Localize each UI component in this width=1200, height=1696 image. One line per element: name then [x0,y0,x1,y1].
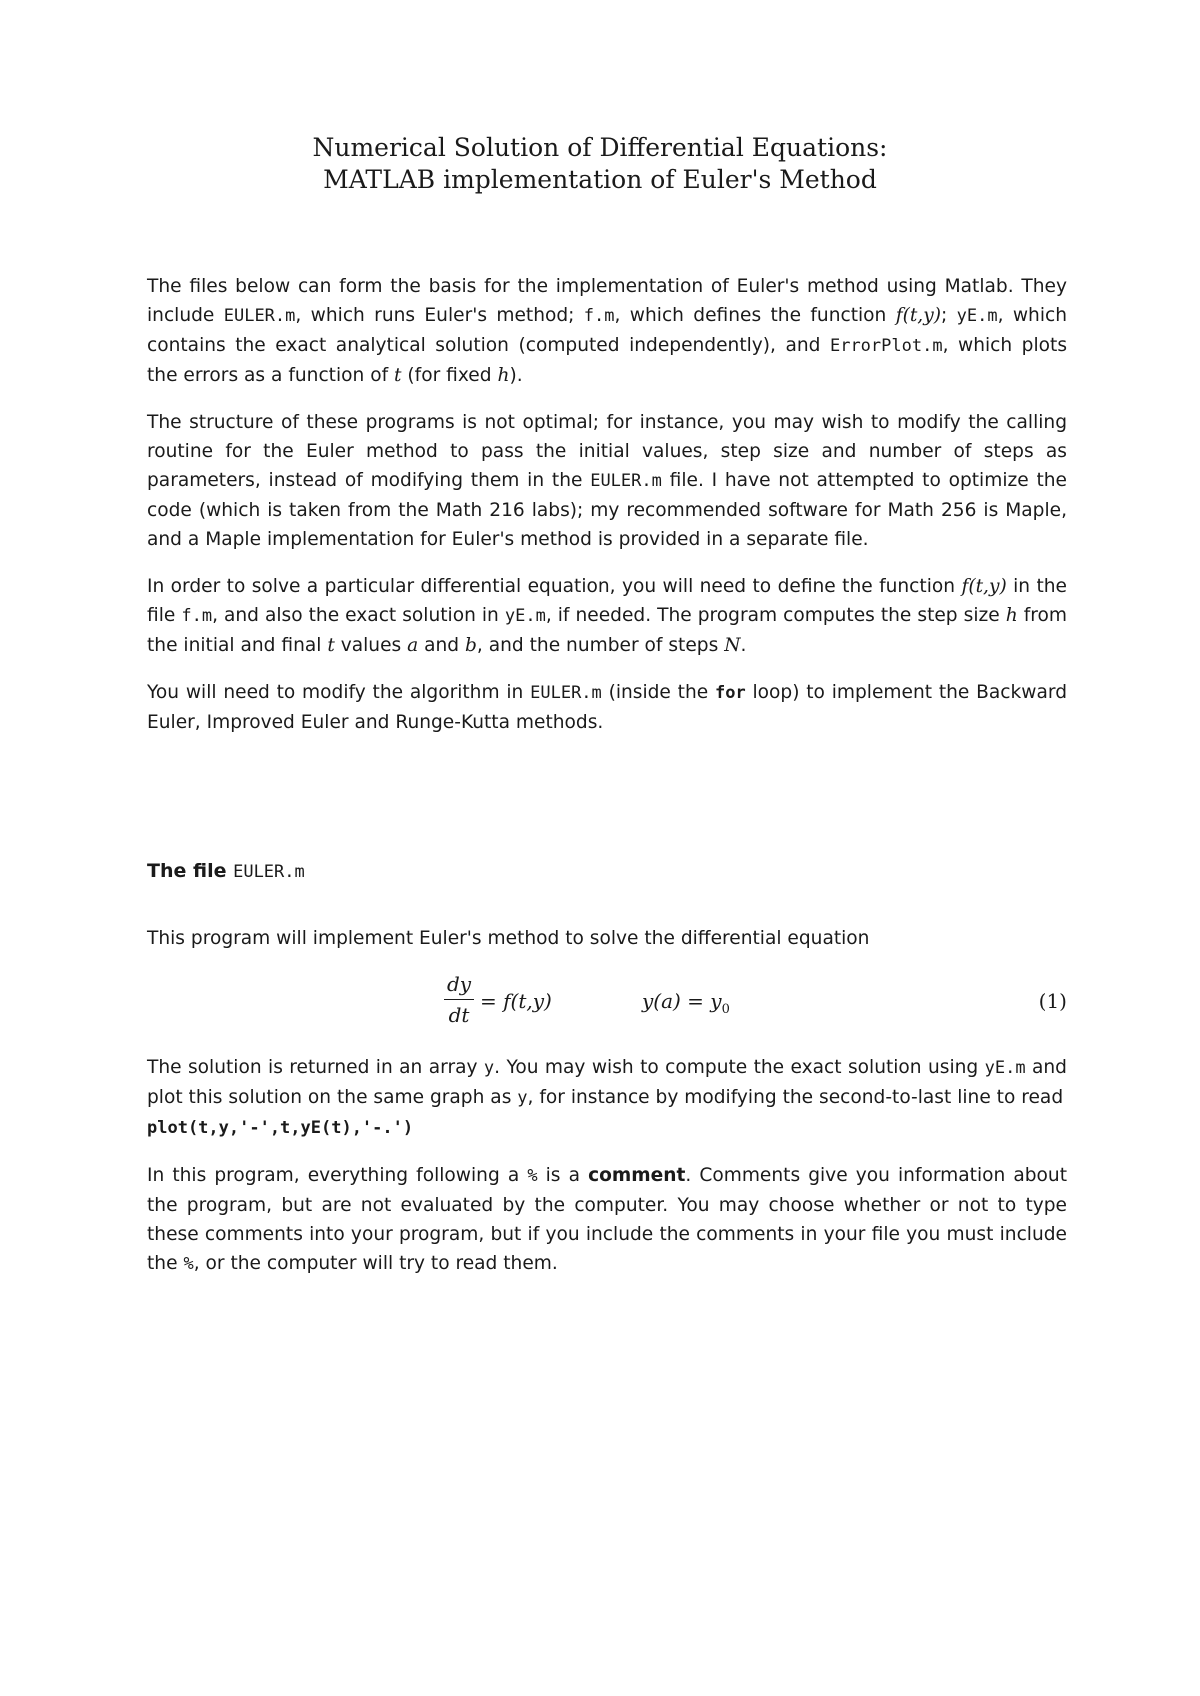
bold-comment: comment [588,1165,686,1186]
text: and [418,635,466,656]
keyword-for: for [714,683,746,703]
text: , if needed. The program computes the step size [545,605,1006,626]
text: loop) to implement the Backward Euler, Improved Euler and Runge-Kutta methods. [147,682,1068,733]
paragraph-define-function [147,572,1067,660]
text: . You may wish to compute the exact solution using [494,1057,985,1078]
text: , which plots the errors as a function of [147,335,1068,386]
paragraph-program-intro: This program will implement Euler's method to solve the differential equation [147,928,870,949]
math-b: b [465,635,477,656]
text: ; [940,305,957,326]
filename-errorplot: ErrorPlot.m [829,336,943,356]
text: The solution is returned in an array [147,1057,484,1078]
paragraph-solution-array [147,1053,1067,1143]
section-filename: EULER.m [233,862,305,882]
filename-euler: EULER.m [530,683,602,703]
text: values [334,635,408,656]
paragraph-modify-algorithm [147,678,1067,737]
text: You will need to modify the algorithm in [147,682,531,703]
filename-euler: EULER.m [223,306,296,326]
filename-ye: yE.m [984,1058,1026,1078]
math-f-t-y: f(t,y) [895,305,941,326]
section-label: The file [147,860,234,882]
equation-rhs: = f(t,y) [480,989,552,1013]
section-heading [147,860,305,882]
text: and plot this solution on the same graph as [147,1057,1067,1108]
text: The files below can form the basis for the implementation of Euler's method using Matlab. They include [147,276,1067,326]
filename-euler: EULER.m [590,471,662,491]
text: in the file [147,576,1067,626]
equation-number: (1) [1038,989,1067,1013]
section-body [147,924,1067,1297]
math-h: h [1005,605,1018,626]
text: , and the number of steps [476,635,725,656]
intro-body [147,272,1067,755]
text: , and also the exact solution in [212,605,505,626]
math-f-t-y: f(t,y) [961,576,1007,597]
paragraph-structure [147,408,1067,554]
text: file. I have not attempted to optimize the code (which is taken from the Math 216 labs); my recommended software for Math 256 is Maple, and a Maple implementation for Euler's method is provided in a separate file. [147,470,1067,550]
text: from the initial and final [147,605,1067,656]
math-t: t [394,365,402,386]
filename-ye: yE.m [504,606,546,626]
variable-y: y [517,1088,528,1108]
derivative-fraction [444,971,474,1028]
text: ). [509,365,523,386]
plot-command: plot(t,y,'-',t,yE(t),'-.') [147,1118,414,1138]
text: , which runs Euler's method; [295,305,584,326]
fraction-numerator: dy [446,972,472,996]
math-n: N [724,635,741,656]
math-h: h [497,365,510,386]
fraction-denominator: dt [448,1003,470,1027]
fraction-bar [444,999,474,1000]
percent-symbol: % [183,1254,194,1274]
equation-1 [147,971,1067,1037]
title-line-2: MATLAB implementation of Euler's Method [323,165,877,194]
filename-ye: yE.m [956,306,998,326]
text: The structure of these programs is not optimal; for instance, you may wish to modify the calling routine for the Euler method to pass the initial values, step size and number of steps as parameters, instead of modifying them in the [147,412,1067,491]
text: , which contains the exact analytical solution (computed independently), and [147,305,1067,356]
paragraph-files [147,272,1067,390]
text: In order to solve a particular differential equation, you will need to define the function [147,576,962,597]
math-a: a [407,635,419,656]
text: In this program, everything following a [147,1165,528,1186]
paragraph-comments [147,1161,1067,1279]
filename-f: f.m [583,306,615,326]
initial-condition: $y(a) = y_0$ [642,989,730,1017]
filename-f: f.m [181,606,213,626]
text: , which defines the function [614,305,896,326]
math-t: t [327,635,335,656]
variable-y: y [483,1058,495,1078]
text: , for instance by modifying the second-to-last line to read [527,1087,1064,1108]
title-line-1: Numerical Solution of Differential Equations: [312,133,888,162]
percent-symbol: % [527,1166,538,1186]
text: , or the computer will try to read them. [193,1253,558,1274]
text: (for fixed [401,365,498,386]
document-title [0,132,1200,196]
text: . [740,635,747,656]
text: . Comments give you information about the program, but are not evaluated by the computer. You may choose whether or not to type these comments into your program, but if you include the comments in your file you must include the [147,1165,1067,1274]
text: is a [537,1165,589,1186]
text: (inside the [601,682,715,703]
